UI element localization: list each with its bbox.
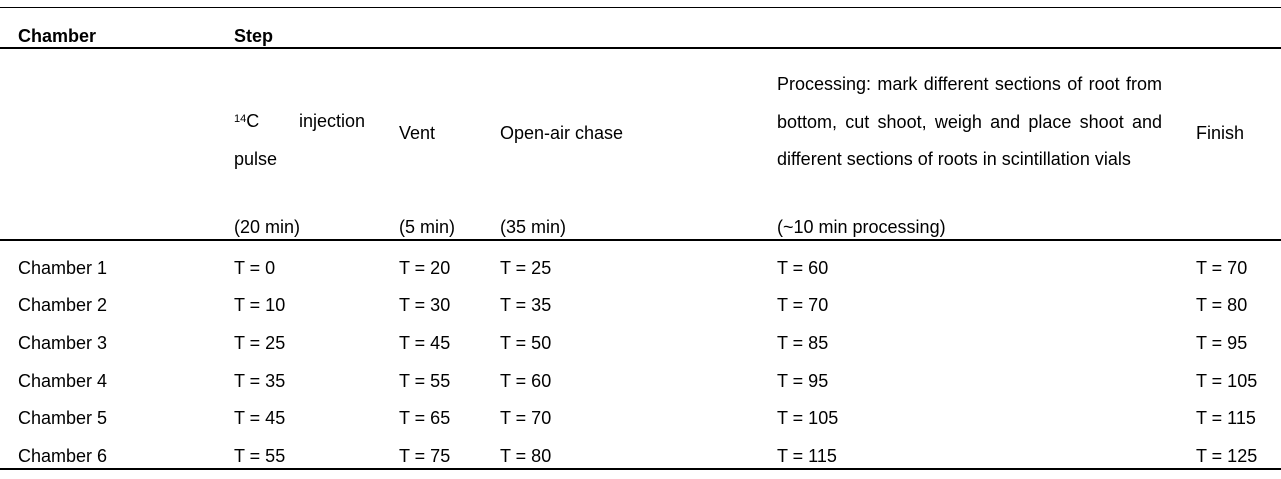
step-processing-label: Processing: mark different sections of root from bottom, cut shoot, weigh and place shoot and different sections of roots in scintillation vials (777, 74, 1162, 169)
row-finish-time: T = 95 (1196, 333, 1248, 353)
injection-isotope-superscript: 14 (234, 113, 247, 125)
row-finish-time: T = 70 (1196, 258, 1248, 278)
header-step: Step (234, 26, 274, 46)
row-chamber: Chamber 2 (18, 295, 108, 315)
header-rule (0, 47, 1281, 49)
row-chamber: Chamber 4 (18, 371, 108, 391)
row-chase-time: T = 50 (500, 333, 552, 353)
row-chamber: Chamber 1 (18, 258, 108, 278)
row-finish-time: T = 115 (1196, 408, 1256, 428)
row-processing-time: T = 105 (777, 408, 839, 428)
top-rule (0, 7, 1281, 8)
step-chase-duration: (35 min) (500, 217, 567, 237)
row-injection-time: T = 35 (234, 371, 286, 391)
step-injection-duration: (20 min) (234, 217, 301, 237)
row-chamber: Chamber 5 (18, 408, 108, 428)
step-injection-label (234, 103, 365, 178)
body-rule (0, 239, 1281, 241)
row-chase-time: T = 60 (500, 371, 552, 391)
row-processing-time: T = 115 (777, 446, 837, 466)
row-injection-time: T = 25 (234, 333, 286, 353)
row-vent-time: T = 65 (399, 408, 451, 428)
step-finish-label: Finish (1196, 123, 1245, 143)
step-vent-label: Vent (399, 123, 436, 143)
row-chamber: Chamber 6 (18, 446, 108, 466)
row-vent-time: T = 75 (399, 446, 451, 466)
row-processing-time: T = 95 (777, 371, 829, 391)
row-vent-time: T = 20 (399, 258, 451, 278)
step-chase-label: Open-air chase (500, 123, 624, 143)
row-vent-time: T = 55 (399, 371, 451, 391)
row-injection-time: T = 0 (234, 258, 276, 278)
row-vent-time: T = 30 (399, 295, 451, 315)
bottom-rule (0, 468, 1281, 470)
row-injection-time: T = 45 (234, 408, 286, 428)
row-vent-time: T = 45 (399, 333, 451, 353)
row-processing-time: T = 70 (777, 295, 829, 315)
row-chase-time: T = 80 (500, 446, 552, 466)
row-chase-time: T = 35 (500, 295, 552, 315)
row-processing-time: T = 60 (777, 258, 829, 278)
step-processing-duration: (~10 min processing) (777, 217, 946, 237)
row-chase-time: T = 25 (500, 258, 552, 278)
row-finish-time: T = 80 (1196, 295, 1248, 315)
row-processing-time: T = 85 (777, 333, 829, 353)
injection-label-text: C injection pulse (234, 111, 365, 169)
step-vent-duration: (5 min) (399, 217, 456, 237)
row-finish-time: T = 125 (1196, 446, 1258, 466)
row-chamber: Chamber 3 (18, 333, 108, 353)
row-injection-time: T = 10 (234, 295, 286, 315)
row-finish-time: T = 105 (1196, 371, 1258, 391)
header-chamber: Chamber (18, 26, 97, 46)
row-injection-time: T = 55 (234, 446, 286, 466)
row-chase-time: T = 70 (500, 408, 552, 428)
